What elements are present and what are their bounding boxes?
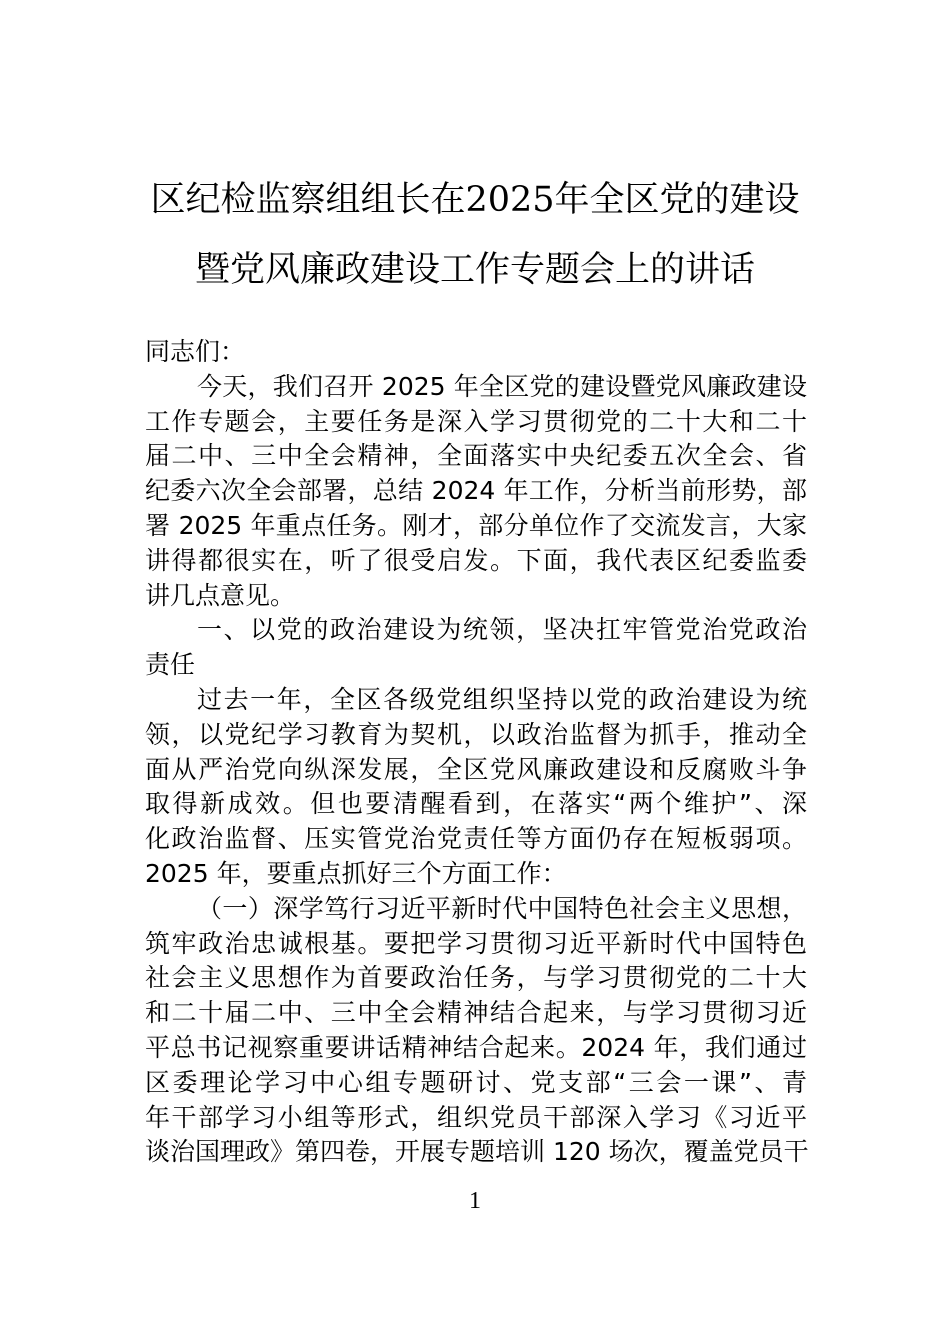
text-line: 讲得都很实在，听了很受启发。下面，我代表区纪委监委 xyxy=(145,545,807,575)
text-line: 区委理论学习中心组专题研讨、党支部“三会一课”、青 xyxy=(145,1067,807,1097)
text-line: （一）深学笃行习近平新时代中国特色社会主义思想， xyxy=(197,893,807,923)
paragraph xyxy=(145,335,807,370)
text-line: 面从严治党向纵深发展，全区党风廉政建设和反腐败斗争 xyxy=(145,754,807,784)
paragraph xyxy=(145,613,807,683)
text-line: 取得新成效。但也要清醒看到，在落实“两个维护”、深 xyxy=(145,789,807,819)
text-line: 同志们： xyxy=(145,337,246,366)
text-line: 2025 年，要重点抓好三个方面工作： xyxy=(145,858,567,888)
text-line: 责任 xyxy=(145,650,196,680)
text-line: 一、以党的政治建设为统领，坚决扛牢管党治党政治 xyxy=(197,615,807,645)
document-title-line-2: 暨党风廉政建设工作专题会上的讲话 xyxy=(194,250,755,290)
text-line: 过去一年，全区各级党组织坚持以党的政治建设为统 xyxy=(197,684,807,714)
document-title-line-1: 区纪检监察组组长在2025年全区党的建设 xyxy=(150,180,800,220)
text-line: 届二中、三中全会精神，全面落实中央纪委五次全会、省 xyxy=(145,441,807,471)
text-line: 领，以党纪学习教育为契机，以政治监督为抓手，推动全 xyxy=(145,719,807,749)
text-line: 工作专题会，主要任务是深入学习贯彻党的二十大和二十 xyxy=(145,406,807,436)
text-line: 署 2025 年重点任务。刚才，部分单位作了交流发言，大家 xyxy=(145,510,807,540)
text-line: 纪委六次全会部署，总结 2024 年工作，分析当前形势，部 xyxy=(145,476,807,506)
paragraph xyxy=(145,683,807,892)
document-body xyxy=(145,335,807,1170)
text-line: 讲几点意见。 xyxy=(145,580,296,610)
text-line: 和二十届二中、三中全会精神结合起来，与学习贯彻习近 xyxy=(145,998,807,1028)
paragraph xyxy=(145,370,807,614)
paragraph xyxy=(145,892,807,1170)
text-line: 筑牢政治忠诚根基。要把学习贯彻习近平新时代中国特色 xyxy=(145,928,807,958)
text-line: 今天，我们召开 2025 年全区党的建设暨党风廉政建设 xyxy=(197,371,807,401)
text-line: 平总书记视察重要讲话精神结合起来。2024 年，我们通过 xyxy=(145,1032,807,1062)
text-line: 化政治监督、压实管党治党责任等方面仍存在短板弱项。 xyxy=(145,824,807,854)
text-line: 社会主义思想作为首要政治任务，与学习贯彻党的二十大 xyxy=(145,963,807,993)
text-line: 谈治国理政》第四卷，开展专题培训 120 场次，覆盖党员干 xyxy=(145,1137,809,1167)
page-number: 1 xyxy=(469,1188,481,1214)
text-line: 年干部学习小组等形式，组织党员干部深入学习《习近平 xyxy=(145,1102,807,1132)
